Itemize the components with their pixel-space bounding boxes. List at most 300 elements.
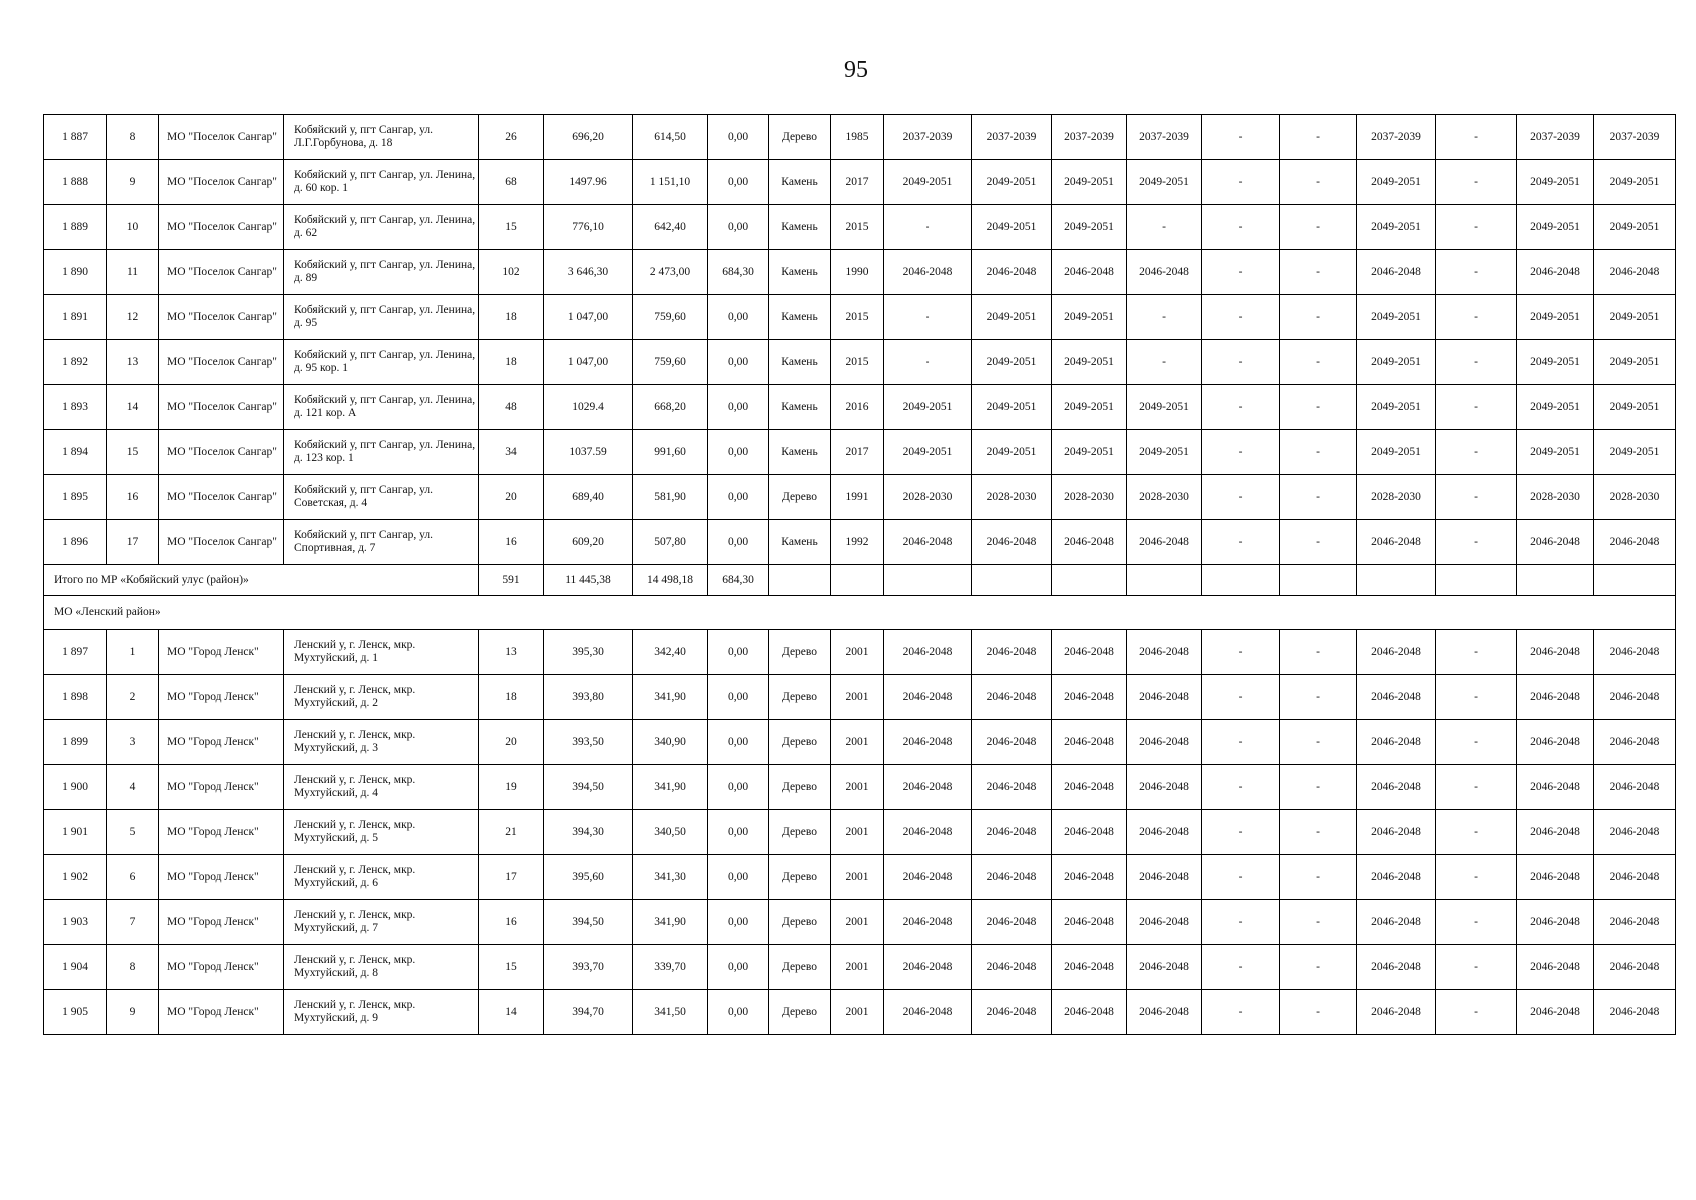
- repair-period-1: 2046-2048: [884, 990, 972, 1035]
- row-number: 1 888: [44, 160, 107, 205]
- repair-period-7: 2046-2048: [1357, 990, 1436, 1035]
- row-index: 14: [107, 385, 159, 430]
- area-living: 581,90: [633, 475, 708, 520]
- repair-period-5: -: [1202, 340, 1280, 385]
- repair-period-8: -: [1436, 810, 1517, 855]
- repair-period-9: 2046-2048: [1517, 810, 1594, 855]
- area-living: 341,90: [633, 675, 708, 720]
- address: Ленский у, г. Ленск, мкр. Мухтуйский, д. 3: [284, 720, 479, 765]
- repair-period-2: 2046-2048: [972, 630, 1052, 675]
- empty-cell: [1052, 565, 1127, 596]
- repair-period-4: 2046-2048: [1127, 855, 1202, 900]
- repair-period-1: 2049-2051: [884, 430, 972, 475]
- wall-material: Дерево: [769, 675, 831, 720]
- repair-period-7: 2046-2048: [1357, 250, 1436, 295]
- row-index: 12: [107, 295, 159, 340]
- table-row: [44, 855, 1676, 900]
- repair-period-6: -: [1280, 385, 1357, 430]
- empty-cell: [1436, 565, 1517, 596]
- apartments: 18: [479, 295, 544, 340]
- table-row: [44, 675, 1676, 720]
- repair-period-1: 2046-2048: [884, 900, 972, 945]
- repair-period-9: 2049-2051: [1517, 385, 1594, 430]
- area-living: 341,50: [633, 990, 708, 1035]
- repair-period-6: -: [1280, 810, 1357, 855]
- area-nonresidential: 0,00: [708, 160, 769, 205]
- rows-top: [44, 115, 1676, 565]
- municipality: МО "Город Ленск": [159, 900, 284, 945]
- apartments: 19: [479, 765, 544, 810]
- empty-cell: [1517, 565, 1594, 596]
- area-nonresidential: 0,00: [708, 385, 769, 430]
- repair-period-2: 2046-2048: [972, 675, 1052, 720]
- repair-period-3: 2046-2048: [1052, 720, 1127, 765]
- repair-period-5: -: [1202, 945, 1280, 990]
- row-number: 1 903: [44, 900, 107, 945]
- area-living: 340,90: [633, 720, 708, 765]
- year-built: 2001: [831, 990, 884, 1035]
- apartments: 15: [479, 945, 544, 990]
- wall-material: Дерево: [769, 810, 831, 855]
- address: Кобяйский у, пгт Сангар, ул. Ленина, д. 121 кор. А: [284, 385, 479, 430]
- area-nonresidential: 0,00: [708, 945, 769, 990]
- area-total: 1 047,00: [544, 295, 633, 340]
- repair-period-1: 2046-2048: [884, 630, 972, 675]
- repair-period-9: 2046-2048: [1517, 520, 1594, 565]
- repair-period-10: 2049-2051: [1594, 295, 1676, 340]
- repair-period-10: 2046-2048: [1594, 900, 1676, 945]
- row-number: 1 901: [44, 810, 107, 855]
- repair-period-1: 2046-2048: [884, 720, 972, 765]
- repair-period-4: 2049-2051: [1127, 160, 1202, 205]
- repair-period-3: 2049-2051: [1052, 340, 1127, 385]
- row-index: 1: [107, 630, 159, 675]
- table-row: [44, 250, 1676, 295]
- repair-period-7: 2046-2048: [1357, 945, 1436, 990]
- address: Кобяйский у, пгт Сангар, ул. Спортивная, д. 7: [284, 520, 479, 565]
- repair-period-5: -: [1202, 990, 1280, 1035]
- repair-period-9: 2049-2051: [1517, 205, 1594, 250]
- table-row: [44, 160, 1676, 205]
- table-row: [44, 720, 1676, 765]
- municipality: МО "Поселок Сангар": [159, 295, 284, 340]
- municipality: МО "Город Ленск": [159, 810, 284, 855]
- repair-period-7: 2028-2030: [1357, 475, 1436, 520]
- wall-material: Дерево: [769, 720, 831, 765]
- municipality: МО "Город Ленск": [159, 720, 284, 765]
- repair-period-6: -: [1280, 720, 1357, 765]
- year-built: 2015: [831, 205, 884, 250]
- address: Кобяйский у, пгт Сангар, ул. Ленина, д. 62: [284, 205, 479, 250]
- repair-period-2: 2049-2051: [972, 385, 1052, 430]
- repair-period-6: -: [1280, 475, 1357, 520]
- repair-period-2: 2049-2051: [972, 295, 1052, 340]
- area-nonresidential: 0,00: [708, 720, 769, 765]
- row-index: 7: [107, 900, 159, 945]
- repair-period-7: 2049-2051: [1357, 430, 1436, 475]
- repair-period-3: 2046-2048: [1052, 765, 1127, 810]
- row-index: 8: [107, 945, 159, 990]
- municipality: МО "Поселок Сангар": [159, 205, 284, 250]
- repair-period-3: 2046-2048: [1052, 250, 1127, 295]
- wall-material: Дерево: [769, 475, 831, 520]
- area-total: 609,20: [544, 520, 633, 565]
- repair-period-9: 2049-2051: [1517, 160, 1594, 205]
- repair-period-5: -: [1202, 115, 1280, 160]
- wall-material: Камень: [769, 520, 831, 565]
- row-index: 3: [107, 720, 159, 765]
- area-total: 394,50: [544, 765, 633, 810]
- area-total: 395,60: [544, 855, 633, 900]
- area-total: 1497.96: [544, 160, 633, 205]
- area-nonresidential: 0,00: [708, 295, 769, 340]
- year-built: 2001: [831, 855, 884, 900]
- repair-period-8: -: [1436, 250, 1517, 295]
- row-index: 16: [107, 475, 159, 520]
- repair-period-5: -: [1202, 295, 1280, 340]
- repair-period-7: 2046-2048: [1357, 630, 1436, 675]
- repair-period-6: -: [1280, 990, 1357, 1035]
- empty-cell: [831, 565, 884, 596]
- row-number: 1 902: [44, 855, 107, 900]
- apartments: 18: [479, 675, 544, 720]
- repair-period-9: 2049-2051: [1517, 340, 1594, 385]
- repair-period-1: 2046-2048: [884, 945, 972, 990]
- repair-period-4: 2037-2039: [1127, 115, 1202, 160]
- repair-period-3: 2046-2048: [1052, 990, 1127, 1035]
- row-number: 1 896: [44, 520, 107, 565]
- repair-period-10: 2046-2048: [1594, 945, 1676, 990]
- table-row: [44, 205, 1676, 250]
- municipality: МО "Поселок Сангар": [159, 520, 284, 565]
- apartments: 18: [479, 340, 544, 385]
- area-total: 395,30: [544, 630, 633, 675]
- address: Ленский у, г. Ленск, мкр. Мухтуйский, д. 5: [284, 810, 479, 855]
- municipality: МО "Город Ленск": [159, 855, 284, 900]
- repair-period-6: -: [1280, 520, 1357, 565]
- repair-period-9: 2046-2048: [1517, 855, 1594, 900]
- repair-period-4: 2046-2048: [1127, 520, 1202, 565]
- area-living: 642,40: [633, 205, 708, 250]
- row-number: 1 898: [44, 675, 107, 720]
- wall-material: Дерево: [769, 990, 831, 1035]
- address: Ленский у, г. Ленск, мкр. Мухтуйский, д. 4: [284, 765, 479, 810]
- municipality: МО "Поселок Сангар": [159, 250, 284, 295]
- municipality: МО "Поселок Сангар": [159, 160, 284, 205]
- repair-period-8: -: [1436, 945, 1517, 990]
- repair-period-7: 2046-2048: [1357, 765, 1436, 810]
- area-nonresidential: 0,00: [708, 675, 769, 720]
- row-number: 1 891: [44, 295, 107, 340]
- row-index: 13: [107, 340, 159, 385]
- wall-material: Камень: [769, 250, 831, 295]
- apartments: 21: [479, 810, 544, 855]
- repair-period-2: 2046-2048: [972, 520, 1052, 565]
- row-index: 11: [107, 250, 159, 295]
- address: Кобяйский у, пгт Сангар, ул. Ленина, д. 60 кор. 1: [284, 160, 479, 205]
- address: Кобяйский у, пгт Сангар, ул. Ленина, д. 89: [284, 250, 479, 295]
- repair-period-7: 2046-2048: [1357, 855, 1436, 900]
- row-index: 4: [107, 765, 159, 810]
- repair-period-1: 2046-2048: [884, 520, 972, 565]
- repair-period-7: 2037-2039: [1357, 115, 1436, 160]
- row-number: 1 904: [44, 945, 107, 990]
- repair-period-5: -: [1202, 855, 1280, 900]
- repair-period-1: 2046-2048: [884, 810, 972, 855]
- table-row: [44, 900, 1676, 945]
- area-nonresidential: 0,00: [708, 630, 769, 675]
- repair-period-2: 2049-2051: [972, 160, 1052, 205]
- repair-period-7: 2049-2051: [1357, 160, 1436, 205]
- row-number: 1 889: [44, 205, 107, 250]
- repair-period-5: -: [1202, 475, 1280, 520]
- repair-period-9: 2046-2048: [1517, 630, 1594, 675]
- repair-period-1: -: [884, 340, 972, 385]
- area-living: 341,90: [633, 765, 708, 810]
- repair-period-6: -: [1280, 630, 1357, 675]
- wall-material: Камень: [769, 340, 831, 385]
- repair-period-4: 2046-2048: [1127, 990, 1202, 1035]
- repair-period-7: 2049-2051: [1357, 205, 1436, 250]
- area-living: 668,20: [633, 385, 708, 430]
- year-built: 2017: [831, 160, 884, 205]
- area-living: 341,30: [633, 855, 708, 900]
- repair-period-4: 2046-2048: [1127, 945, 1202, 990]
- repair-period-7: 2049-2051: [1357, 385, 1436, 430]
- repair-period-8: -: [1436, 520, 1517, 565]
- repair-period-9: 2046-2048: [1517, 720, 1594, 765]
- apartments: 15: [479, 205, 544, 250]
- repair-period-10: 2037-2039: [1594, 115, 1676, 160]
- repair-period-5: -: [1202, 430, 1280, 475]
- repair-period-5: -: [1202, 205, 1280, 250]
- wall-material: Дерево: [769, 900, 831, 945]
- repair-period-8: -: [1436, 855, 1517, 900]
- table-row: [44, 385, 1676, 430]
- repair-period-1: 2046-2048: [884, 855, 972, 900]
- area-living: 339,70: [633, 945, 708, 990]
- wall-material: Камень: [769, 430, 831, 475]
- repair-period-7: 2046-2048: [1357, 810, 1436, 855]
- apartments: 102: [479, 250, 544, 295]
- repair-period-2: 2049-2051: [972, 430, 1052, 475]
- repair-period-10: 2046-2048: [1594, 675, 1676, 720]
- table-row: [44, 810, 1676, 855]
- municipality: МО "Поселок Сангар": [159, 430, 284, 475]
- area-total: 776,10: [544, 205, 633, 250]
- repair-period-8: -: [1436, 990, 1517, 1035]
- page-number: 95: [844, 57, 868, 83]
- repair-period-10: 2049-2051: [1594, 205, 1676, 250]
- repair-period-6: -: [1280, 430, 1357, 475]
- repair-period-8: -: [1436, 720, 1517, 765]
- repair-period-2: 2046-2048: [972, 250, 1052, 295]
- area-living: 507,80: [633, 520, 708, 565]
- repair-period-9: 2046-2048: [1517, 945, 1594, 990]
- area-nonresidential: 0,00: [708, 115, 769, 160]
- repair-period-4: 2046-2048: [1127, 250, 1202, 295]
- area-nonresidential: 0,00: [708, 520, 769, 565]
- repair-period-4: 2046-2048: [1127, 900, 1202, 945]
- repair-period-10: 2046-2048: [1594, 250, 1676, 295]
- repair-period-9: 2046-2048: [1517, 765, 1594, 810]
- table-row: [44, 430, 1676, 475]
- address: Ленский у, г. Ленск, мкр. Мухтуйский, д. 8: [284, 945, 479, 990]
- area-nonresidential: 0,00: [708, 765, 769, 810]
- repair-period-8: -: [1436, 205, 1517, 250]
- area-total: 393,50: [544, 720, 633, 765]
- repair-period-7: 2046-2048: [1357, 720, 1436, 765]
- row-number: 1 897: [44, 630, 107, 675]
- repair-period-10: 2046-2048: [1594, 720, 1676, 765]
- area-total: 1 047,00: [544, 340, 633, 385]
- repair-period-9: 2046-2048: [1517, 900, 1594, 945]
- repair-period-1: 2046-2048: [884, 675, 972, 720]
- repair-period-5: -: [1202, 630, 1280, 675]
- apartments: 17: [479, 855, 544, 900]
- repair-period-7: 2046-2048: [1357, 900, 1436, 945]
- repair-period-2: 2046-2048: [972, 765, 1052, 810]
- repair-period-2: 2049-2051: [972, 205, 1052, 250]
- repair-period-9: 2046-2048: [1517, 990, 1594, 1035]
- repair-period-7: 2046-2048: [1357, 675, 1436, 720]
- row-number: 1 905: [44, 990, 107, 1035]
- repair-period-2: 2037-2039: [972, 115, 1052, 160]
- area-living: 759,60: [633, 295, 708, 340]
- repair-period-8: -: [1436, 900, 1517, 945]
- row-index: 15: [107, 430, 159, 475]
- area-nonresidential: 0,00: [708, 990, 769, 1035]
- area-nonresidential: 0,00: [708, 900, 769, 945]
- repair-period-1: 2046-2048: [884, 250, 972, 295]
- repair-period-4: 2049-2051: [1127, 430, 1202, 475]
- table-row: [44, 115, 1676, 160]
- repair-period-3: 2046-2048: [1052, 520, 1127, 565]
- repair-period-1: 2046-2048: [884, 765, 972, 810]
- municipality: МО "Поселок Сангар": [159, 475, 284, 520]
- repair-period-8: -: [1436, 295, 1517, 340]
- table-row: [44, 520, 1676, 565]
- row-index: 10: [107, 205, 159, 250]
- repair-period-4: 2046-2048: [1127, 765, 1202, 810]
- repair-period-5: -: [1202, 160, 1280, 205]
- repair-period-8: -: [1436, 430, 1517, 475]
- empty-cell: [972, 565, 1052, 596]
- address: Ленский у, г. Ленск, мкр. Мухтуйский, д. 6: [284, 855, 479, 900]
- repair-period-1: 2049-2051: [884, 385, 972, 430]
- row-index: 8: [107, 115, 159, 160]
- year-built: 2001: [831, 945, 884, 990]
- repair-period-6: -: [1280, 855, 1357, 900]
- year-built: 1992: [831, 520, 884, 565]
- address: Кобяйский у, пгт Сангар, ул. Советская, д. 4: [284, 475, 479, 520]
- total-area-2: 14 498,18: [633, 565, 708, 596]
- area-living: 340,50: [633, 810, 708, 855]
- wall-material: Камень: [769, 205, 831, 250]
- apartments: 20: [479, 475, 544, 520]
- municipality: МО "Город Ленск": [159, 990, 284, 1035]
- total-row: [44, 565, 1676, 596]
- row-number: 1 890: [44, 250, 107, 295]
- housing-registry-table: [43, 114, 1676, 1035]
- address: Кобяйский у, пгт Сангар, ул. Ленина, д. 95 кор. 1: [284, 340, 479, 385]
- repair-period-5: -: [1202, 385, 1280, 430]
- repair-period-8: -: [1436, 675, 1517, 720]
- apartments: 16: [479, 520, 544, 565]
- area-total: 3 646,30: [544, 250, 633, 295]
- repair-period-9: 2046-2048: [1517, 250, 1594, 295]
- row-index: 9: [107, 990, 159, 1035]
- repair-period-6: -: [1280, 945, 1357, 990]
- repair-period-4: 2046-2048: [1127, 810, 1202, 855]
- repair-period-9: 2049-2051: [1517, 430, 1594, 475]
- empty-cell: [1594, 565, 1676, 596]
- repair-period-5: -: [1202, 900, 1280, 945]
- area-total: 1029.4: [544, 385, 633, 430]
- apartments: 13: [479, 630, 544, 675]
- area-nonresidential: 0,00: [708, 475, 769, 520]
- year-built: 1991: [831, 475, 884, 520]
- area-nonresidential: 0,00: [708, 855, 769, 900]
- repair-period-1: 2037-2039: [884, 115, 972, 160]
- repair-period-3: 2046-2048: [1052, 855, 1127, 900]
- repair-period-8: -: [1436, 115, 1517, 160]
- repair-period-9: 2037-2039: [1517, 115, 1594, 160]
- area-living: 342,40: [633, 630, 708, 675]
- repair-period-6: -: [1280, 675, 1357, 720]
- rows-bottom: [44, 630, 1676, 1035]
- year-built: 2001: [831, 675, 884, 720]
- repair-period-2: 2049-2051: [972, 340, 1052, 385]
- municipality: МО "Город Ленск": [159, 675, 284, 720]
- area-total: 1037.59: [544, 430, 633, 475]
- repair-period-3: 2046-2048: [1052, 675, 1127, 720]
- repair-period-10: 2046-2048: [1594, 765, 1676, 810]
- repair-period-10: 2049-2051: [1594, 340, 1676, 385]
- empty-cell: [769, 565, 831, 596]
- area-nonresidential: 0,00: [708, 205, 769, 250]
- area-nonresidential: 0,00: [708, 340, 769, 385]
- repair-period-8: -: [1436, 475, 1517, 520]
- repair-period-5: -: [1202, 765, 1280, 810]
- area-total: 696,20: [544, 115, 633, 160]
- year-built: 2015: [831, 340, 884, 385]
- year-built: 2017: [831, 430, 884, 475]
- repair-period-8: -: [1436, 765, 1517, 810]
- apartments: 20: [479, 720, 544, 765]
- repair-period-2: 2046-2048: [972, 945, 1052, 990]
- repair-period-7: 2049-2051: [1357, 340, 1436, 385]
- wall-material: Камень: [769, 385, 831, 430]
- repair-period-7: 2049-2051: [1357, 295, 1436, 340]
- area-total: 393,70: [544, 945, 633, 990]
- area-total: 394,50: [544, 900, 633, 945]
- repair-period-5: -: [1202, 720, 1280, 765]
- repair-period-4: 2049-2051: [1127, 385, 1202, 430]
- repair-period-4: 2046-2048: [1127, 675, 1202, 720]
- repair-period-2: 2046-2048: [972, 900, 1052, 945]
- address: Ленский у, г. Ленск, мкр. Мухтуйский, д. 1: [284, 630, 479, 675]
- repair-period-8: -: [1436, 630, 1517, 675]
- repair-period-10: 2046-2048: [1594, 855, 1676, 900]
- year-built: 1990: [831, 250, 884, 295]
- repair-period-9: 2028-2030: [1517, 475, 1594, 520]
- table-row: [44, 945, 1676, 990]
- table-row: [44, 340, 1676, 385]
- area-total: 689,40: [544, 475, 633, 520]
- repair-period-10: 2046-2048: [1594, 810, 1676, 855]
- repair-period-3: 2049-2051: [1052, 385, 1127, 430]
